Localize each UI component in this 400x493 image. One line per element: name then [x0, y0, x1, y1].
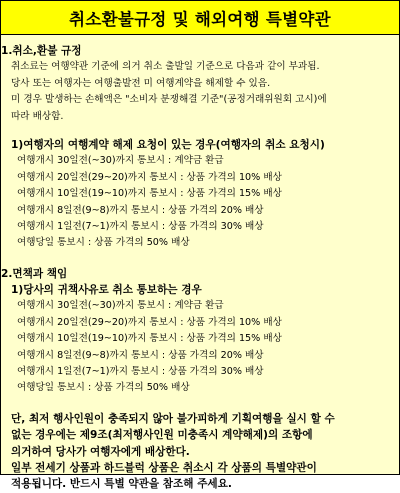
section1-rule: 여행개시 8일전(9~8)까지 통보시 : 상품 가격의 20% 배상: [17, 204, 264, 216]
note-line: 단, 최저 행사인원이 충족되지 않아 불가피하게 기획여행을 실시 할 수: [11, 412, 335, 425]
section1-rule: 여행개시 20일전(29~20)까지 통보시 : 상품 가격의 10% 배상: [17, 171, 282, 183]
note-line: 적용됩니다. 반드시 특별 약관을 참조해 주세요.: [11, 478, 232, 491]
section2-rule: 여행당일 통보시 : 상품 가격의 50% 배상: [17, 382, 190, 394]
section1-rule: 여행개시 10일전(19~10)까지 통보시 : 상품 가격의 15% 배상: [17, 188, 282, 200]
section1-intro-line: 미 경우 발생하는 손해액은 "소비자 분쟁해결 기준"(공정거래위원회 고시)에: [11, 94, 327, 106]
section2-rule: 여행개시 30일전(~30)까지 통보시 : 계약금 환급: [17, 300, 224, 312]
section1-intro-line: 취소료는 여행약관 기준에 의거 취소 출발일 기준으로 다음과 같이 부과됨.: [11, 61, 320, 73]
page-title: 취소환불규정 및 해외여행 특별약관: [69, 9, 331, 29]
section1-rule: 여행개시 30일전(~30)까지 통보시 : 계약금 환급: [17, 155, 224, 167]
section2-rule: 여행개시 20일전(29~20)까지 통보시 : 상품 가격의 10% 배상: [17, 316, 282, 328]
section2-rule: 여행개시 8일전(9~8)까지 통보시 : 상품 가격의 20% 배상: [17, 349, 264, 361]
section2-heading: 2.면책과 책임: [1, 267, 68, 280]
section1-heading: 1.취소,환불 규정: [1, 45, 82, 57]
section1-rule: 여행당일 통보시 : 상품 가격의 50% 배상: [17, 237, 190, 249]
note-line: 없는 경우에는 제9조(최저행사인원 미충족시 계약해제)의 조항에: [11, 429, 313, 442]
section2-rule: 여행개시 1일전(7~1)까지 통보시 : 상품 가격의 30% 배상: [17, 366, 264, 378]
note-line: 일부 전세기 상품과 하드블럭 상품은 취소시 각 상품의 특별약관이: [11, 461, 317, 474]
section1-intro-line: 따라 배상함.: [11, 110, 64, 122]
section1-rule: 여행개시 1일전(7~1)까지 통보시 : 상품 가격의 30% 배상: [17, 220, 264, 232]
section2-rule: 여행개시 10일전(19~10)까지 통보시 : 상품 가격의 15% 배상: [17, 333, 282, 345]
section2-subheading: 1)당사의 귀책사유로 취소 통보하는 경우: [11, 284, 202, 297]
title-bar: [1, 1, 399, 35]
note-line: 의거하여 당사가 여행자에게 배상한다.: [11, 445, 190, 458]
terms-body: [1, 35, 399, 493]
section1-subheading: 1)여행자의 여행계약 해제 요청이 있는 경우(여행자의 취소 요청시): [11, 138, 325, 151]
section1-intro-line: 당사 또는 여행자는 여행출발전 미 여행계약을 해제할 수 있음.: [11, 77, 271, 89]
